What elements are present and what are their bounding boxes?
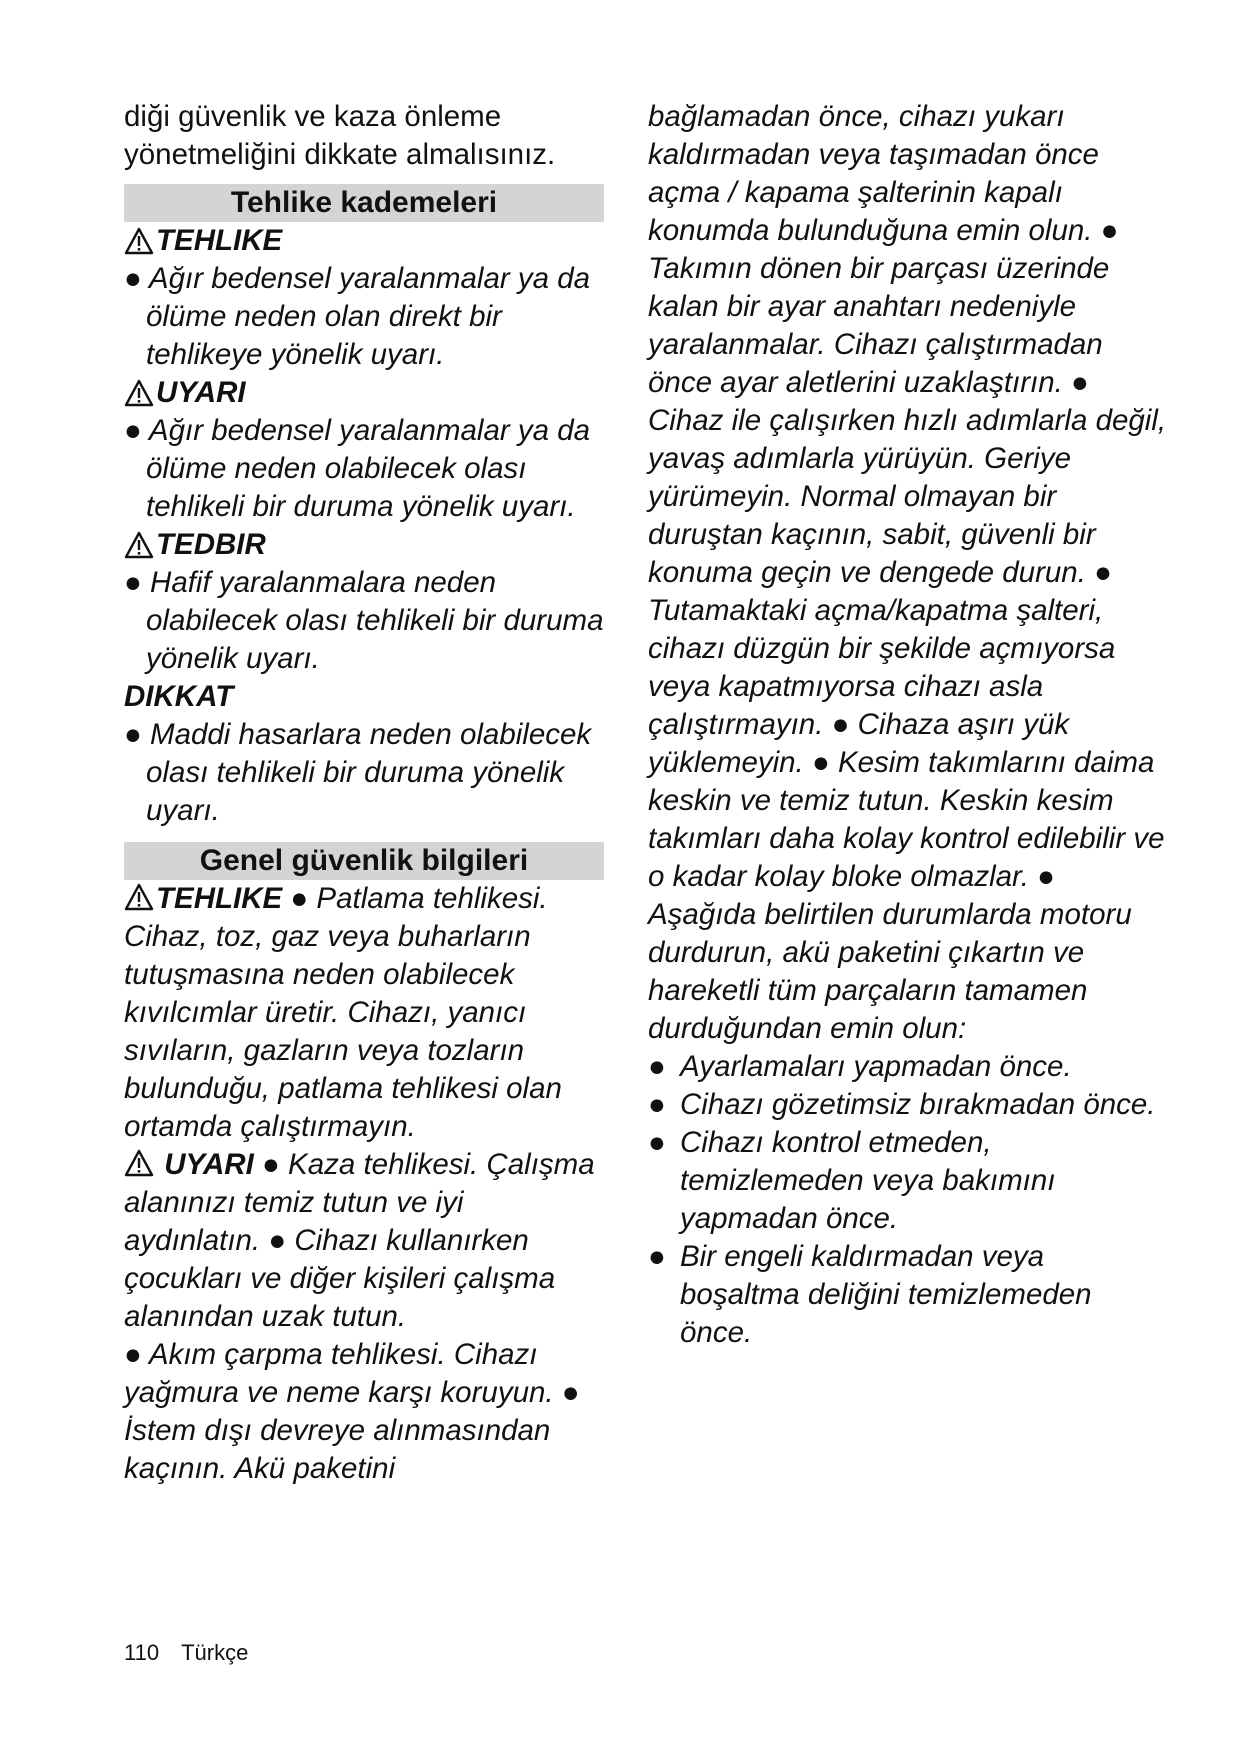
list-item-text: Cihazı kontrol etmeden, temizlemeden veya bakımını yapmadan önce. xyxy=(680,1126,1056,1235)
list-item-text: Bir engeli kaldırmadan veya boşaltma deliğini temizlemeden önce. xyxy=(680,1240,1092,1349)
danger-label: TEHLIKE xyxy=(156,882,283,915)
warning-triangle-icon xyxy=(124,379,154,407)
left-column xyxy=(124,98,604,1488)
level-description-danger: ● Ağır bedensel yaralanmalar ya da ölüme neden olan direkt bir tehlikeye yönelik uyarı. xyxy=(124,262,591,371)
list-item-text: Ayarlamaları yapmadan önce. xyxy=(680,1050,1072,1083)
level-description-caution: ● Hafif yaralanmalara neden olabilecek olası tehlikeli bir duruma yönelik uyarı. xyxy=(124,566,604,675)
intro-text: diği güvenlik ve kaza önleme yönetmeliğini dikkate almalısınız. xyxy=(124,100,556,171)
level-label-notice xyxy=(124,678,604,716)
page-footer xyxy=(124,1640,270,1666)
warning-triangle-icon xyxy=(124,883,154,911)
level-label-text: DIKKAT xyxy=(124,680,234,713)
level-label-warning xyxy=(124,374,604,412)
level-description-text: Ağır bedensel yaralanmalar ya da ölüme neden olan direkt bir tehlikeye yönelik uyarı. xyxy=(146,262,591,371)
list-item: ● Cihazı kontrol etmeden, temizlemeden veya bakımını yapmadan önce. xyxy=(648,1124,1168,1238)
list-item: ● Ayarlamaları yapmadan önce. xyxy=(648,1048,1168,1086)
list-item: ● Bir engeli kaldırmadan veya boşaltma deliğini temizlemeden önce. xyxy=(648,1238,1168,1352)
warning-triangle-icon xyxy=(124,531,154,559)
warning-triangle-icon xyxy=(124,227,154,255)
right-column xyxy=(648,98,1168,1352)
electric-shock-paragraph: ● Akım çarpma tehlikesi. Cihazı yağmura ve neme karşı koruyun. ● İstem dışı devreye alınmasından kaçının. Akü paketini xyxy=(124,1338,580,1485)
warning-triangle-icon xyxy=(124,1149,154,1177)
list-item-text: Cihazı gözetimsiz bırakmadan önce. xyxy=(680,1088,1156,1121)
danger-paragraph xyxy=(124,880,604,1146)
continued-text: bağlamadan önce, cihazı yukarı kaldırmadan veya taşımadan önce açma / kapama şalterinin kapalı konumda bulunduğuna emin olun. ● Takımın dönen bir parçası üzerinde kalan bir ayar anahtarı nedeniyle yaralanmalar. Cihazı çalıştırmadan önce ayar aletlerini uzaklaştırın. ● Cihaz ile çalışırken hızlı adımlarla değil, yavaş adımlarla yürüyün. Geriye yürümeyin. Normal olmayan bir duruştan kaçının, sabit, güvenli bir konuma geçin ve dengede durun. ● Tutamaktaki açma/kapatma şalteri, cihazı düzgün bir şekilde açmıyorsa veya kapatmıyorsa cihazı asla çalıştırmayın. ● Cihaza aşırı yük yüklemeyin. ● Kesim takımlarını daima keskin ve temiz tutun. Keskin kesim takımları daha kolay kontrol edilebilir ve o kadar kolay bloke olmazlar. ● Aşağıda belirtilen durumlarda motoru durdurun, akü paketini çıkartın ve hareketli tüm parçaların tamamen durduğundan emin olun: xyxy=(648,100,1167,1045)
level-description-text: Maddi hasarlara neden olabilecek olası tehlikeli bir duruma yönelik uyarı. xyxy=(146,718,592,827)
section-title-general-safety: Genel güvenlik bilgileri xyxy=(124,842,604,880)
page-number: 110 xyxy=(124,1640,160,1665)
level-label-caution xyxy=(124,526,604,564)
footer-language: Türkçe xyxy=(181,1640,249,1665)
warning-paragraph xyxy=(124,1146,604,1336)
level-label-text: TEHLIKE xyxy=(156,224,283,257)
warning-text: ● Kaza tehlikesi. Çalışma alanınızı temiz tutun ve iyi aydınlatın. ● Cihazı kullanırken çocukları ve diğer kişileri çalışma alanından uzak tutun. xyxy=(124,1148,595,1333)
level-description-text: Ağır bedensel yaralanmalar ya da ölüme neden olabilecek olası tehlikeli bir duruma yönelik uyarı. xyxy=(146,414,591,523)
level-label-text: UYARI xyxy=(156,376,246,409)
level-label-danger xyxy=(124,222,604,260)
level-label-text: TEDBIR xyxy=(156,528,266,561)
level-description-notice: ● Maddi hasarlara neden olabilecek olası tehlikeli bir duruma yönelik uyarı. xyxy=(124,718,592,827)
section-title-hazard-levels: Tehlike kademeleri xyxy=(124,184,604,222)
level-description-warning: ● Ağır bedensel yaralanmalar ya da ölüme neden olabilecek olası tehlikeli bir duruma yönelik uyarı. xyxy=(124,414,591,523)
list-item: ● Cihazı gözetimsiz bırakmadan önce. xyxy=(648,1086,1168,1124)
danger-text: ● Patlama tehlikesi. Cihaz, toz, gaz veya buharların tutuşmasına neden olabilecek kıvılcımlar üretir. Cihazı, yanıcı sıvıların, gazların veya tozların bulunduğu, patlama tehlikesi olan ortamda çalıştırmayın. xyxy=(124,882,562,1143)
warning-label: UYARI xyxy=(164,1148,254,1181)
level-description-text: Hafif yaralanmalara neden olabilecek olası tehlikeli bir duruma yönelik uyarı. xyxy=(146,566,604,675)
